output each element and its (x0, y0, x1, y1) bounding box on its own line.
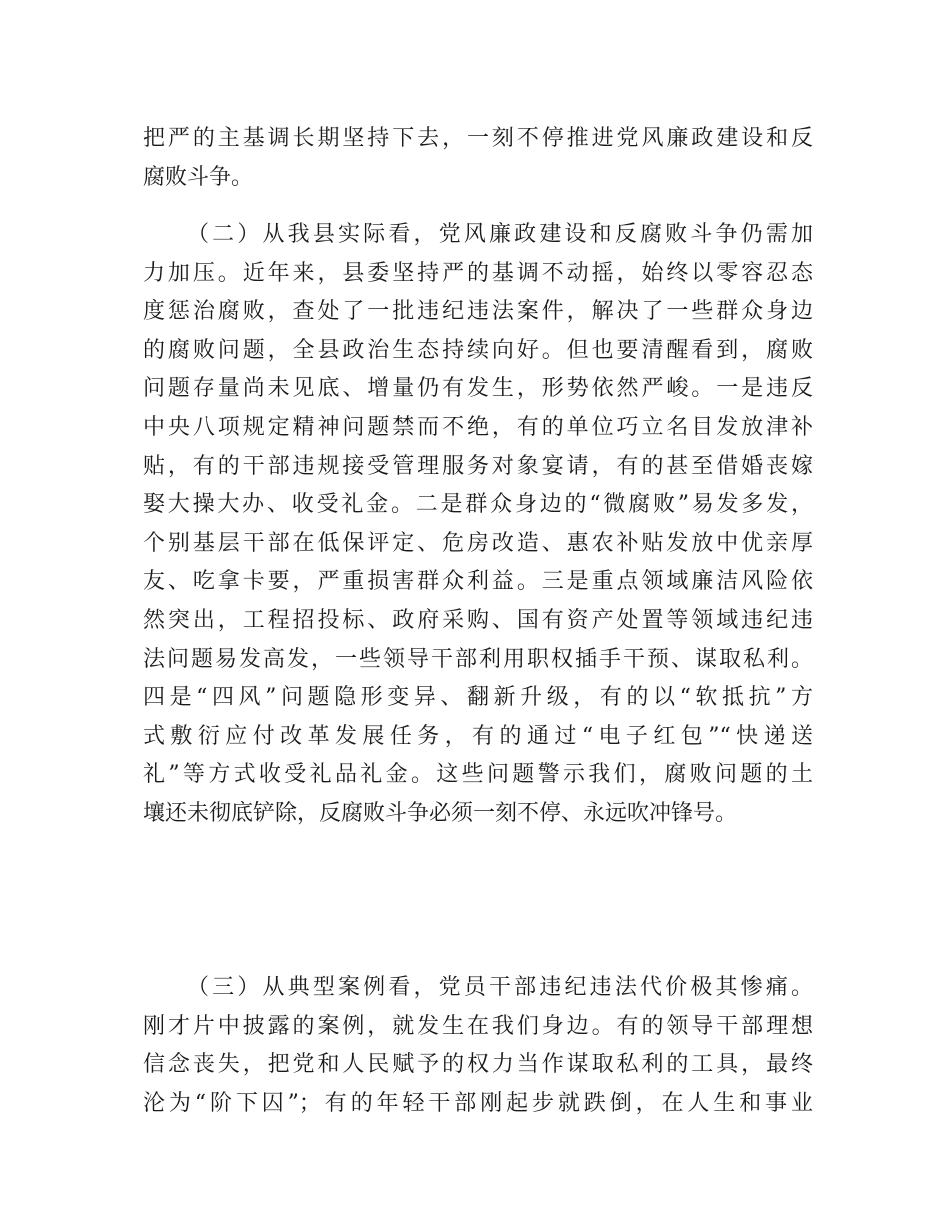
paragraph-line: （三）从典型案例看，党员干部违纪违法代价极其惨痛。 (187, 975, 813, 1000)
paragraph-line: 把严的主基调长期坚持下去，一刻不停推进党风廉政建设和反 (143, 126, 813, 151)
paragraph-line: 友、吃拿卡要，严重损害群众利益。三是重点领域廉洁风险依 (143, 569, 813, 595)
paragraph-line: 贴，有的干部违规接受管理服务对象宴请，有的甚至借婚丧嫁 (143, 453, 813, 479)
paragraph-line: 度惩治腐败，查处了一批违纪违法案件，解决了一些群众身边 (143, 299, 813, 325)
paragraph-line: 然突出，工程招投标、政府采购、国有资产处置等领域违纪违 (143, 607, 813, 633)
paragraph-3 (143, 969, 813, 1123)
paragraph-line: 力加压。近年来，县委坚持严的基调不动摇，始终以零容忍态 (143, 260, 813, 286)
paragraph-line: 四是“四风”问题隐形变异、翻新升级，有的以“软抵抗”方 (143, 685, 813, 711)
paragraph-2 (143, 216, 813, 834)
paragraph-line: 腐败斗争。 (143, 164, 254, 190)
paragraph-line: （二）从我县实际看，党风廉政建设和反腐败斗争仍需加 (187, 222, 813, 247)
paragraph-line: 沦为“阶下囚”；有的年轻干部刚起步就跌倒，在人生和事业 (143, 1090, 813, 1116)
paragraph-line: 中央八项规定精神问题禁而不绝，有的单位巧立名目发放津补 (143, 414, 813, 440)
paragraph-line: 法问题易发高发，一些领导干部利用职权插手干预、谋取私利。 (143, 646, 813, 672)
paragraph-line: 壤还未彻底铲除，反腐败斗争必须一刻不停、永远吹冲锋号。 (143, 800, 738, 826)
paragraph-line: 信念丧失，把党和人民赋予的权力当作谋取私利的工具，最终 (143, 1052, 813, 1078)
paragraph-line: 娶大操大办、收受礼金。二是群众身边的“微腐败”易发多发， (143, 492, 813, 518)
paragraph-line: 的腐败问题，全县政治生态持续向好。但也要清醒看到，腐败 (143, 337, 813, 363)
paragraph-line: 问题存量尚未见底、增量仍有发生，形势依然严峻。一是违反 (143, 376, 813, 402)
paragraph-line: 个别基层干部在低保评定、危房改造、惠农补贴发放中优亲厚 (143, 530, 813, 556)
paragraph-line: 礼”等方式收受礼品礼金。这些问题警示我们，腐败问题的土 (143, 762, 813, 788)
paragraph-1 (143, 120, 813, 197)
paragraph-line: 式敷衍应付改革发展任务，有的通过“电子红包”“快递送 (143, 723, 813, 749)
paragraph-line: 刚才片中披露的案例，就发生在我们身边。有的领导干部理想 (143, 1013, 813, 1039)
